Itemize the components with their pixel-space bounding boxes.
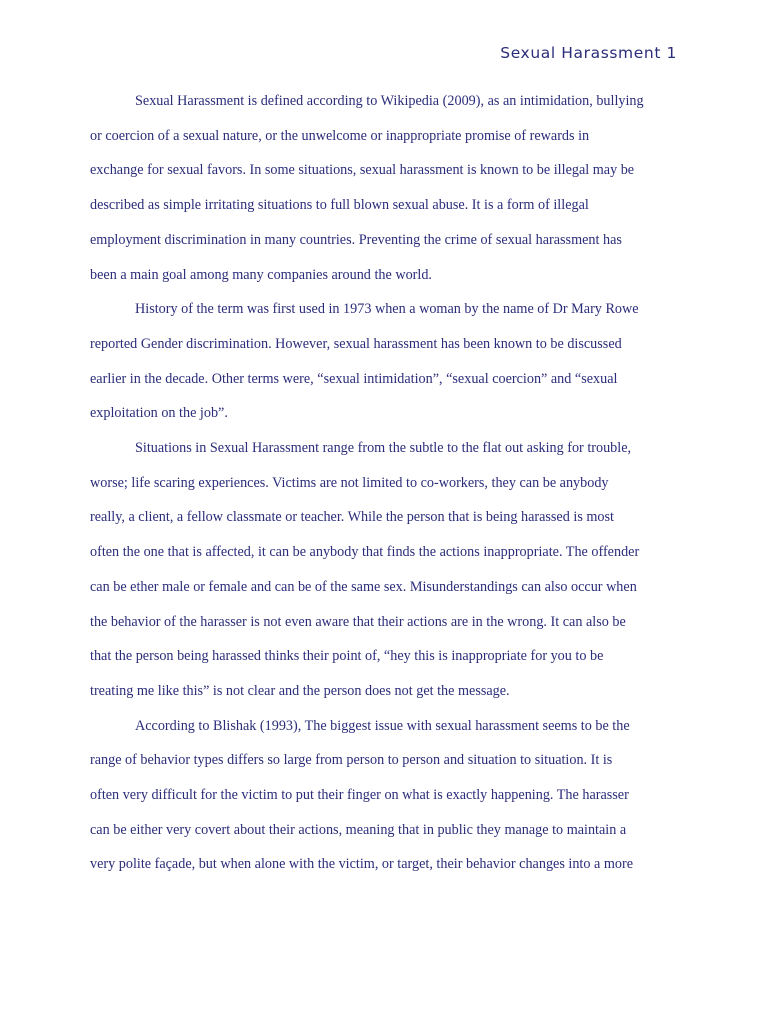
text-line: exchange for sexual favors. In some situations, sexual harassment is known to be illegal may be xyxy=(90,162,635,179)
text-line: the behavior of the harasser is not even aware that their actions are in the wrong. It can also be xyxy=(90,613,626,630)
text-line: exploitation on the job”. xyxy=(90,405,228,422)
text-line: earlier in the decade. Other terms were, “sexual intimidation”, “sexual coercion” and “sexual xyxy=(90,370,618,387)
text-line: often the one that is affected, it can be anybody that finds the actions inappropriate. The offender xyxy=(90,544,640,561)
text-line: really, a client, a fellow classmate or teacher. While the person that is being harassed is most xyxy=(90,509,614,526)
text-line: worse; life scaring experiences. Victims are not limited to co-workers, they can be anybody xyxy=(90,474,609,491)
text-line: can be ether male or female and can be of the same sex. Misunderstandings can also occur when xyxy=(90,578,637,595)
paragraph xyxy=(90,292,676,431)
paragraph xyxy=(90,709,676,883)
text-line: described as simple irritating situations to full blown sexual abuse. It is a form of illegal xyxy=(90,197,589,214)
text-line: History of the term was first used in 1973 when a woman by the name of Dr Mary Rowe xyxy=(135,301,639,318)
text-line: According to Blishak (1993), The biggest issue with sexual harassment seems to be the xyxy=(135,717,630,734)
document-body xyxy=(90,84,676,882)
text-line: been a main goal among many companies around the world. xyxy=(90,266,432,283)
text-line: Sexual Harassment is defined according to Wikipedia (2009), as an intimidation, bullying xyxy=(135,93,644,109)
text-line: or coercion of a sexual nature, or the unwelcome or inappropriate promise of rewards in xyxy=(90,127,590,144)
running-head: Sexual Harassment xyxy=(500,44,661,62)
page-header xyxy=(500,44,677,62)
text-line: treating me like this” is not clear and the person does not get the message. xyxy=(90,682,510,699)
text-line: range of behavior types differs so large from person to person and situation to situation. It is xyxy=(90,752,613,769)
text-line: very polite façade, but when alone with the victim, or target, their behavior changes into a more xyxy=(90,856,634,873)
page-number: 1 xyxy=(666,44,677,62)
text-line: often very difficult for the victim to put their finger on what is exactly happening. The harasser xyxy=(90,787,629,804)
text-line: Situations in Sexual Harassment range from the subtle to the flat out asking for trouble, xyxy=(135,440,632,457)
text-line: employment discrimination in many countries. Preventing the crime of sexual harassment has xyxy=(90,231,622,248)
paragraph xyxy=(90,431,676,709)
text-line: can be either very covert about their actions, meaning that in public they manage to maintain a xyxy=(90,821,627,838)
text-line: reported Gender discrimination. However, sexual harassment has been known to be discussed xyxy=(90,335,622,352)
paragraph xyxy=(90,84,676,292)
text-line: that the person being harassed thinks their point of, “hey this is inappropriate for you to be xyxy=(90,648,604,665)
